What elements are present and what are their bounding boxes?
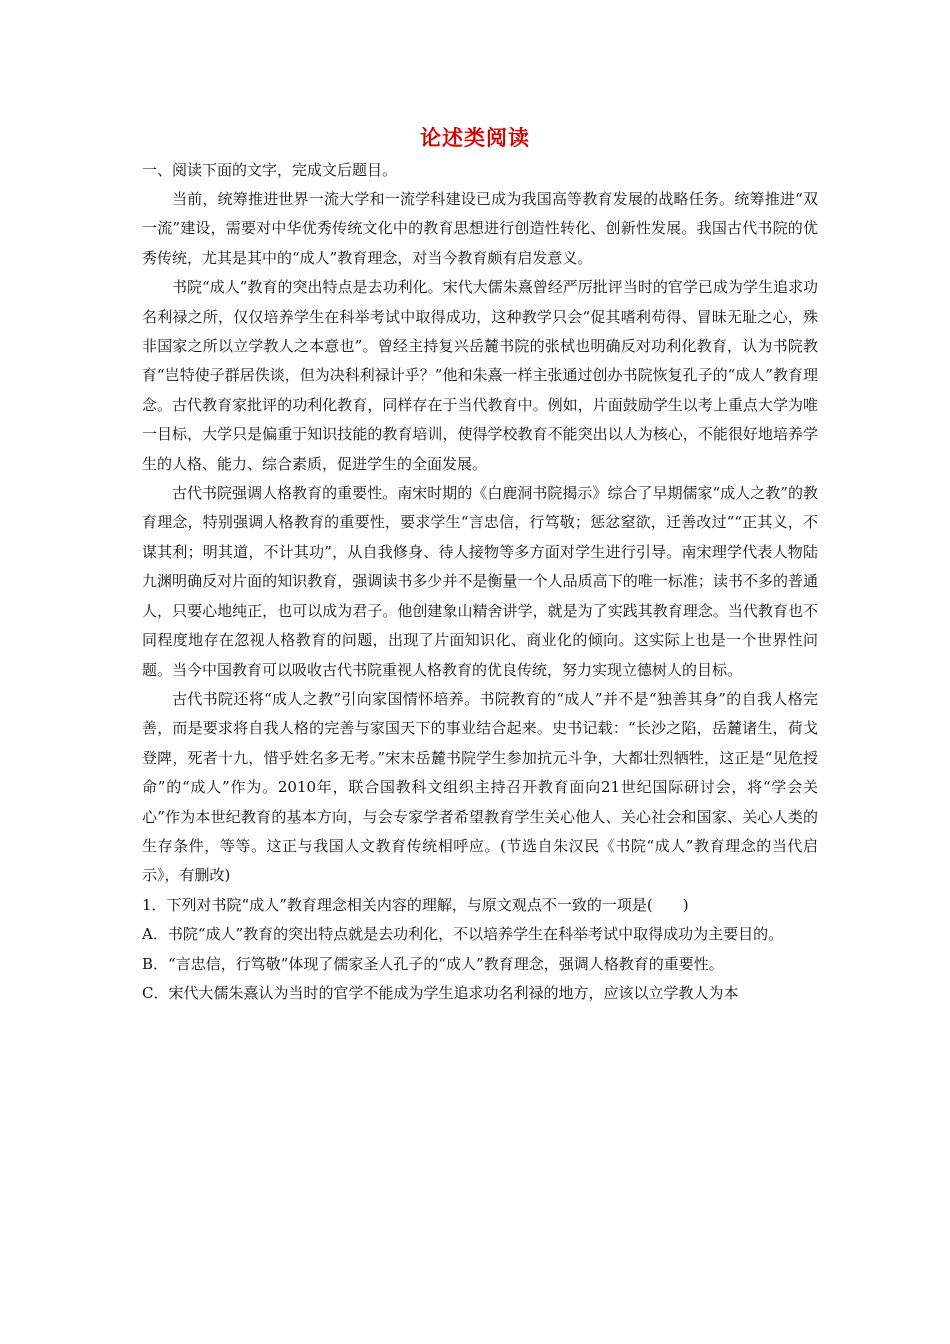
question-stem: 1．下列对书院“成人”教育理念相关内容的理解，与原文观点不一致的一项是( ) <box>142 895 689 914</box>
option-c: C．宋代大儒朱熹认为当时的官学不能成为学生追求功名利禄的地方，应该以立学教人为本 <box>142 983 739 1002</box>
section-intro: 一、阅读下面的文字，完成文后题目。 <box>142 161 398 179</box>
document-title: 论述类阅读 <box>420 125 530 150</box>
document-body <box>142 156 818 1008</box>
question-1 <box>142 891 818 1009</box>
option-b: B．“言忠信，行笃敬”体现了儒家圣人孔子的“成人”教育理念，强调人格教育的重要性。 <box>142 954 724 973</box>
paragraph-2: 书院“成人”教育的突出特点是去功利化。宋代大儒朱熹曾经严厉批评当时的官学已成为学生追求功名利禄之所，仅仅培养学生在科举考试中取得成功，这种教学只会“促其嗜利苟得、冒昧无耻之心，殊非国家之所以立学教人之本意也”。曾经主持复兴岳麓书院的张栻也明确反对功利化教育，认为书院教育“岂特使子群居佚谈，但为决科利禄计乎？”他和朱熹一样主张通过创办书院恢复孔子的“成人”教育理念。古代教育家批评的功利化教育，同样存在于当代教育中。例如，片面鼓励学生以考上重点大学为唯一目标，大学只是偏重于知识技能的教育培训，使得学校教育不能突出以人为核心，不能很好地培养学生的人格、能力、综合素质，促进学生的全面发展。 <box>142 278 818 473</box>
paragraph-1: 当前，统筹推进世界一流大学和一流学科建设已成为我国高等教育发展的战略任务。统筹推进“双一流”建设，需要对中华优秀传统文化中的教育思想进行创造性转化、创新性发展。我国古代书院的优秀传统，尤其是其中的“成人”教育理念，对当今教育颇有启发意义。 <box>142 190 818 267</box>
option-a: A．书院“成人”教育的突出特点就是去功利化，不以培养学生在科举考试中取得成功为主要目的。 <box>142 925 784 944</box>
paragraph-4: 古代书院还将“成人之教”引向家国情怀培养。书院教育的“成人”并不是“独善其身”的自我人格完善，而是要求将自我人格的完善与家国天下的事业结合起来。史书记载：“长沙之陷，岳麓诸生，荷戈登陴，死者十九，惜乎姓名多无考。”宋末岳麓书院学生参加抗元斗争，大都壮烈牺牲，这正是“见危授命”的“成人”作为。2010年，联合国教科文组织主持召开教育面向21世纪国际研讨会，将“学会关心”作为本世纪教育的基本方向，与会专家学者希望教育学生关心他人、关心社会和国家、关心人类的生存条件，等等。这正与我国人文教育传统相呼应。(节选自朱汉民《书院“成人”教育理念的当代启示》，有删改) <box>142 689 818 885</box>
paragraph-3: 古代书院强调人格教育的重要性。南宋时期的《白鹿洞书院揭示》综合了早期儒家“成人之教”的教育理念，特别强调人格教育的重要性，要求学生“言忠信，行笃敬；惩忿窒欲，迁善改过”“正其义，不谋其利；明其道，不计其功”，从自我修身、待人接物等多方面对学生进行引导。南宋理学代表人物陆九渊明确反对片面的知识教育，强调读书多少并不是衡量一个人品质高下的唯一标准；读书不多的普通人，只要心地纯正，也可以成为君子。他创建象山精舍讲学，就是为了实践其教育理念。当代教育也不同程度地存在忽视人格教育的问题，出现了片面知识化、商业化的倾向。这实际上也是一个世界性问题。当今中国教育可以吸收古代书院重视人格教育的优良传统，努力实现立德树人的目标。 <box>142 484 818 679</box>
